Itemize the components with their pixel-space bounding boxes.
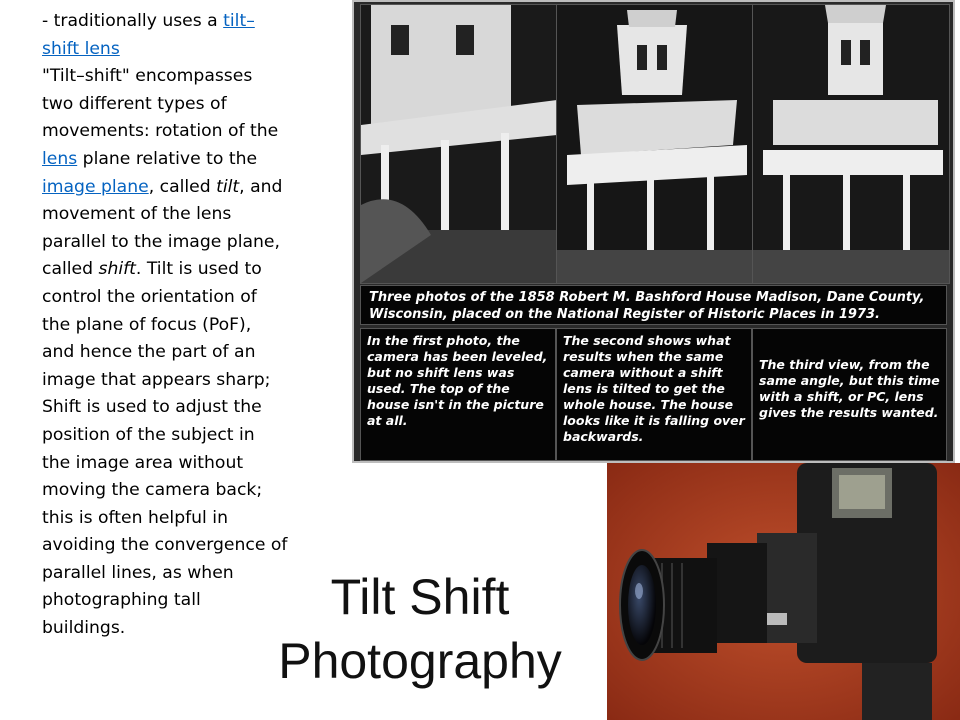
body-text-line xyxy=(42,36,322,64)
text-run: parallel to the image plane, xyxy=(42,231,280,252)
caption-line: camera without a shift xyxy=(563,365,723,380)
text-run: . Tilt is used to xyxy=(135,259,262,280)
caption-third-photo xyxy=(752,328,947,461)
text-run: the image area without xyxy=(42,452,244,473)
camera-photo xyxy=(607,463,960,720)
body-text-line xyxy=(42,450,322,478)
text-run: buildings. xyxy=(42,618,126,639)
caption-line: lens is tilted to get the xyxy=(563,381,725,396)
slide-title-line1: Tilt Shift xyxy=(330,569,510,625)
text-run: and hence the part of an xyxy=(42,342,256,363)
text-run: plane relative to the xyxy=(77,148,258,169)
house-photo-icon xyxy=(361,5,557,283)
caption-line: backwards. xyxy=(563,429,644,444)
text-run: photographing tall xyxy=(42,590,201,611)
caption-line: used. The top of the xyxy=(367,381,510,396)
caption-line: The third view, from the xyxy=(759,357,930,372)
caption-first-photo xyxy=(360,328,556,461)
body-text-line xyxy=(42,367,322,395)
body-text-line xyxy=(42,146,322,174)
body-text-line xyxy=(42,256,322,284)
text-run: - traditionally uses a xyxy=(42,11,224,31)
body-text-line xyxy=(42,422,322,450)
figure-caption-top xyxy=(360,285,947,325)
house-photo-icon xyxy=(557,5,753,283)
body-text-line xyxy=(42,91,322,119)
house-photo-tilted xyxy=(556,4,754,284)
wiki-link[interactable]: tilt– xyxy=(223,11,255,31)
caption-line: whole house. The house xyxy=(563,397,734,412)
text-run: called xyxy=(42,259,99,280)
caption-line: gives the results wanted. xyxy=(759,405,939,420)
slide-title-line2: Photography xyxy=(278,633,562,689)
body-text-line xyxy=(42,118,322,146)
text-run: "Tilt–shift" encompasses xyxy=(42,66,253,87)
dslr-camera-icon xyxy=(607,463,960,720)
body-text-line xyxy=(42,477,322,505)
text-run: movement of the lens xyxy=(42,204,232,225)
text-run: this is often helpful in xyxy=(42,507,228,528)
body-text-line xyxy=(42,284,322,312)
caption-line: but no shift lens was xyxy=(367,365,515,380)
text-run: avoiding the convergence of xyxy=(42,535,288,556)
text-run: parallel lines, as when xyxy=(42,562,234,583)
caption-line: Wisconsin, placed on the National Register of Historic Places in 1973. xyxy=(369,307,880,322)
wiki-link[interactable]: shift lens xyxy=(42,38,120,59)
text-run: , and xyxy=(239,176,283,197)
body-text-line xyxy=(42,63,322,91)
body-text-line xyxy=(42,229,322,257)
body-text-line xyxy=(42,201,322,229)
caption-line: with a shift, or PC, lens xyxy=(759,389,924,404)
body-text-line xyxy=(42,505,322,533)
body-text-line xyxy=(42,532,322,560)
caption-second-photo xyxy=(556,328,752,461)
body-text-line xyxy=(42,312,322,340)
caption-line: looks like it is falling over xyxy=(563,413,745,428)
caption-line: house isn't in the picture xyxy=(367,397,544,412)
caption-line: at all. xyxy=(367,413,408,428)
italic-term: tilt xyxy=(216,176,240,197)
body-text xyxy=(42,8,322,643)
caption-line: The second shows what xyxy=(563,333,731,348)
caption-line: results when the same xyxy=(563,349,724,364)
wiki-link[interactable]: image plane xyxy=(42,176,149,197)
caption-line: camera has been leveled, xyxy=(367,349,548,364)
italic-term: shift xyxy=(98,259,136,280)
text-run: , called xyxy=(148,176,217,197)
house-photo-level xyxy=(360,4,558,284)
caption-line: Three photos of the 1858 Robert M. Bashford House Madison, Dane County, xyxy=(369,290,925,305)
body-text-line xyxy=(42,339,322,367)
text-run: moving the camera back; xyxy=(42,480,263,501)
house-photo-shift-lens xyxy=(752,4,950,284)
caption-line: same angle, but this time xyxy=(759,373,940,388)
text-run: control the orientation of xyxy=(42,286,257,307)
text-run: Shift is used to adjust the xyxy=(42,397,262,418)
slide-title xyxy=(240,565,600,693)
text-run: the plane of focus (PoF), xyxy=(42,314,252,335)
caption-line: In the first photo, the xyxy=(367,333,520,348)
house-photo-icon xyxy=(753,5,949,283)
body-text-line xyxy=(42,174,322,202)
house-comparison-figure xyxy=(352,0,955,463)
body-text-line xyxy=(42,394,322,422)
text-run: image that appears sharp; xyxy=(42,369,271,390)
wiki-link[interactable]: lens xyxy=(42,148,78,169)
text-run: two different types of xyxy=(42,93,227,114)
text-run: movements: rotation of the xyxy=(42,121,279,142)
text-run: position of the subject in xyxy=(42,424,255,445)
body-text-line xyxy=(42,8,322,36)
